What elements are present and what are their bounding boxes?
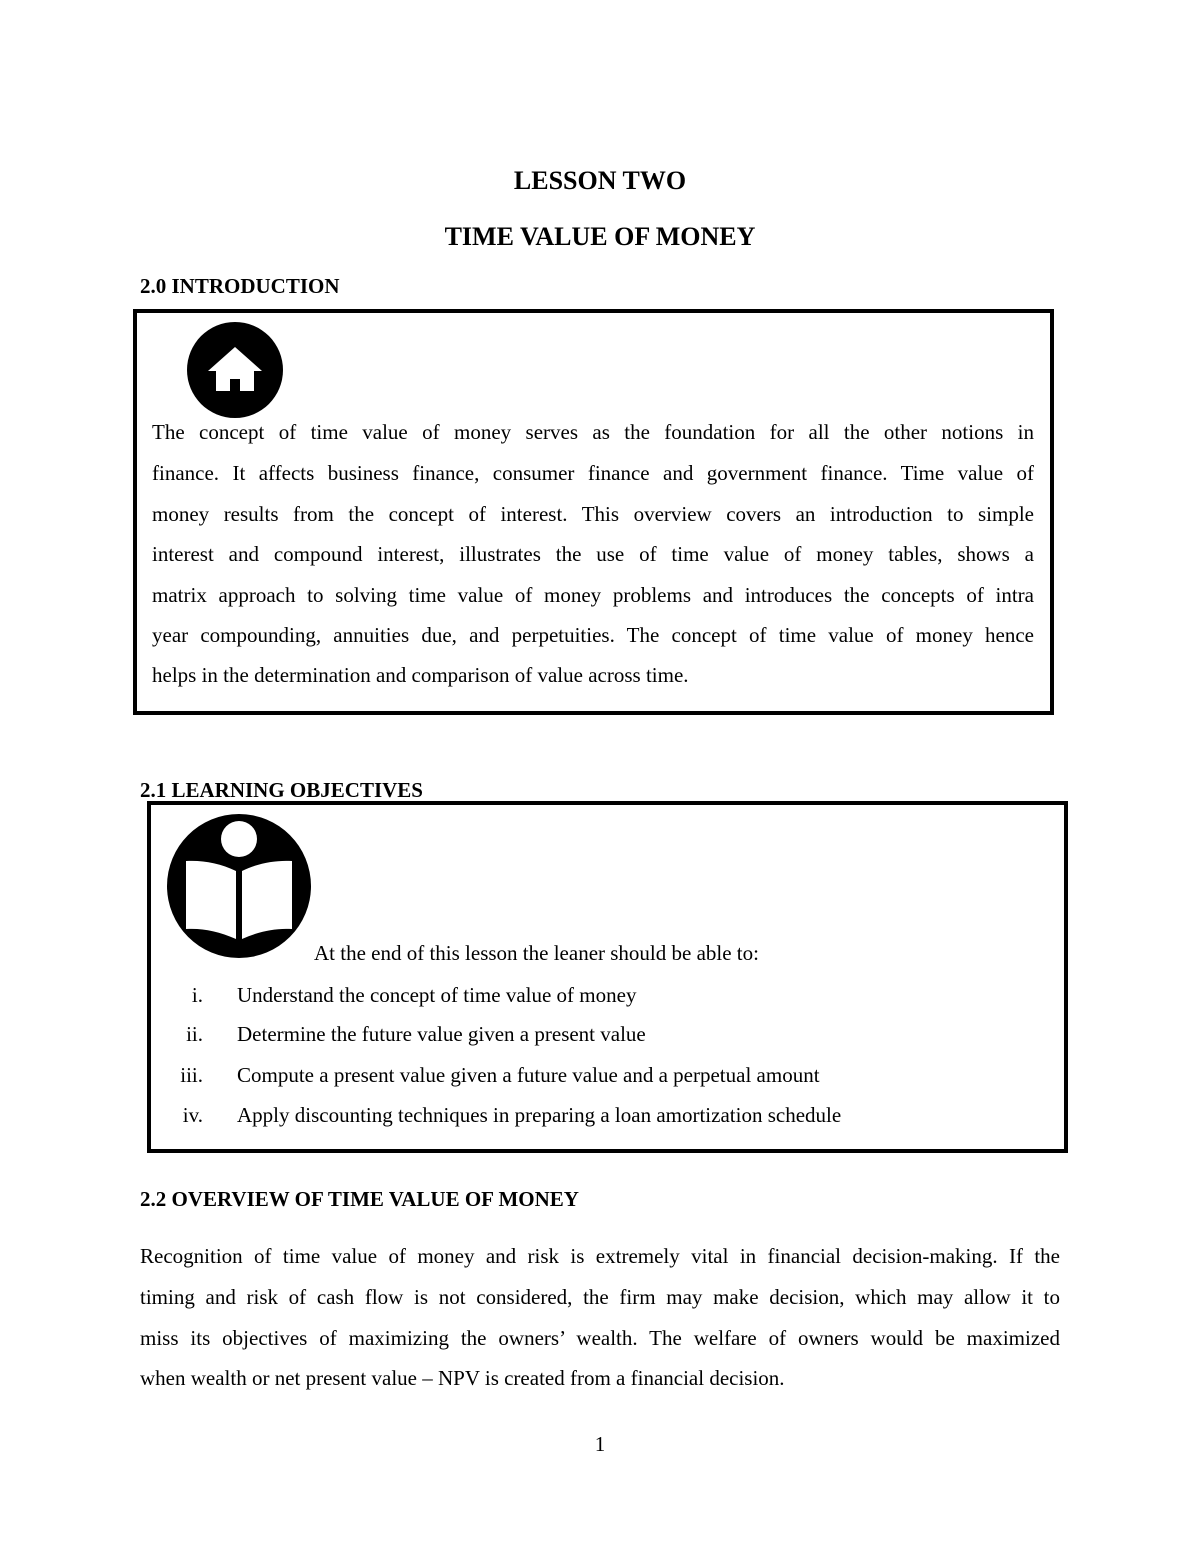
overview-line: timing and risk of cash flow is not considered, the firm may make decision, which may allow it to: [140, 1285, 1060, 1309]
overview-line: when wealth or net present value – NPV is created from a financial decision.: [140, 1366, 785, 1390]
list-item: Determine the future value given a present value: [237, 1022, 646, 1046]
intro-line: year compounding, annuities due, and perpetuities. The concept of time value of money hence: [152, 623, 1034, 647]
list-item-number: iv.: [182, 1103, 203, 1127]
list-item-number: iii.: [180, 1063, 203, 1087]
list-item: Compute a present value given a future value and a perpetual amount: [237, 1063, 820, 1087]
list-item: Understand the concept of time value of money: [237, 983, 637, 1007]
reader-book-icon: [166, 813, 312, 959]
list-item: Apply discounting techniques in preparing a loan amortization schedule: [237, 1103, 842, 1127]
intro-line: money results from the concept of interest. This overview covers an introduction to simple: [152, 502, 1034, 526]
overview-heading: 2.2 OVERVIEW OF TIME VALUE OF MONEY: [140, 1187, 579, 1211]
intro-heading: 2.0 INTRODUCTION: [140, 274, 340, 298]
intro-line: finance. It affects business finance, consumer finance and government finance. Time value of: [152, 461, 1034, 485]
intro-line: The concept of time value of money serves as the foundation for all the other notions in: [152, 420, 1034, 444]
page-number: 1: [594, 1432, 606, 1456]
objectives-lead: At the end of this lesson the leaner should be able to:: [314, 941, 759, 965]
page-title: TIME VALUE OF MONEY: [444, 222, 756, 251]
list-item-number: i.: [191, 983, 203, 1007]
intro-line: helps in the determination and comparison of value across time.: [152, 663, 689, 687]
lesson-label: LESSON TWO: [513, 166, 687, 195]
overview-line: miss its objectives of maximizing the owners’ wealth. The welfare of owners would be maximized: [140, 1326, 1060, 1350]
home-icon: [186, 321, 284, 419]
overview-line: Recognition of time value of money and risk is extremely vital in financial decision-making. If the: [140, 1244, 1060, 1268]
list-item-number: ii.: [186, 1022, 203, 1046]
intro-line: interest and compound interest, illustrates the use of time value of money tables, shows a: [152, 542, 1034, 566]
objectives-heading: 2.1 LEARNING OBJECTIVES: [140, 778, 423, 802]
intro-line: matrix approach to solving time value of money problems and introduces the concepts of intra: [152, 583, 1034, 607]
